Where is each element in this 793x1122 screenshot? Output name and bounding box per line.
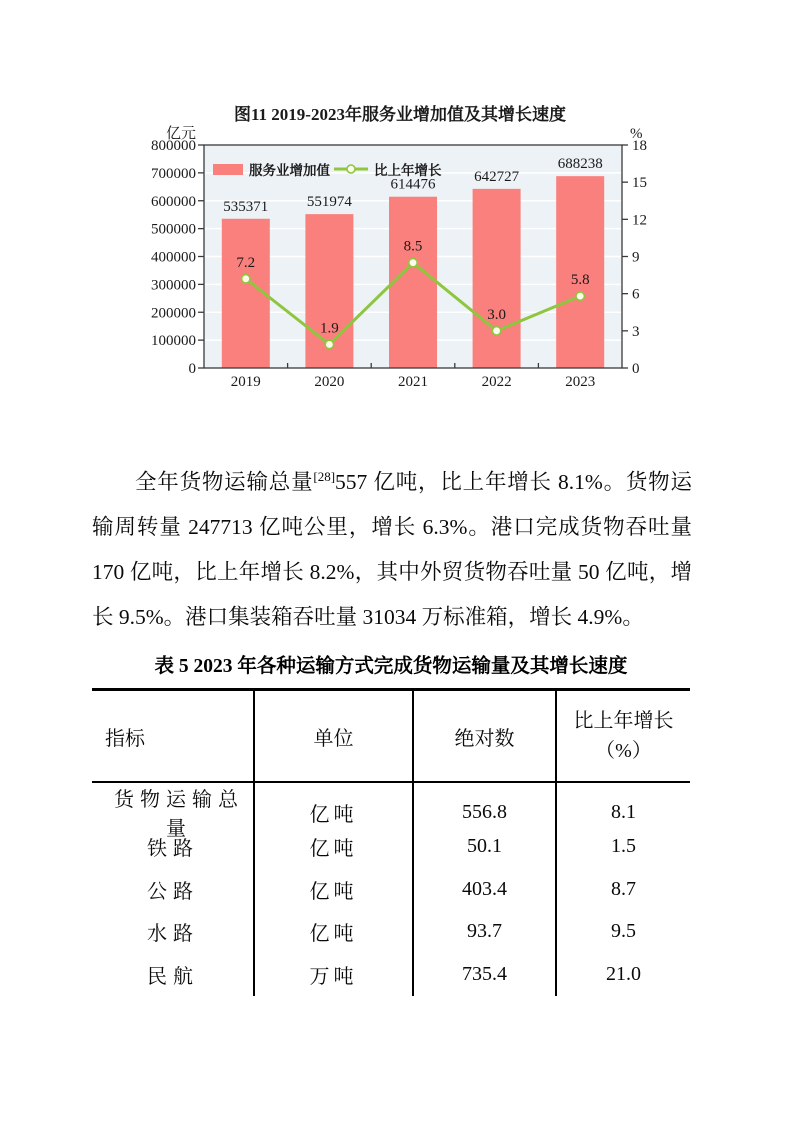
table-row xyxy=(92,953,690,996)
cell-absolute-value: 556.8 xyxy=(414,783,557,841)
table-header-row xyxy=(92,688,690,783)
line-value-label: 7.2 xyxy=(236,254,256,271)
right-axis-tick-label: 3 xyxy=(632,323,640,340)
chart-title: 图11 2019-2023年服务业增加值及其增长速度 xyxy=(234,105,566,124)
left-axis-tick-label: 600000 xyxy=(151,193,196,210)
figure-11-chart xyxy=(128,102,673,394)
right-axis-tick-label: 12 xyxy=(632,212,647,229)
left-axis-tick-label: 300000 xyxy=(151,277,196,294)
line-value-label: 3.0 xyxy=(487,306,506,323)
table-row xyxy=(92,911,690,954)
x-axis-category-label: 2021 xyxy=(398,374,428,390)
header-growth-line2: （%） xyxy=(595,740,652,762)
left-axis-tick-label: 700000 xyxy=(151,165,196,182)
left-axis-tick-label: 800000 xyxy=(151,138,196,154)
legend-bar-swatch xyxy=(213,164,243,175)
right-axis-tick-label: 6 xyxy=(632,286,640,303)
cell-indicator: 货物运输总量 xyxy=(92,783,255,841)
table-row xyxy=(92,826,690,869)
line-marker xyxy=(242,275,250,283)
cell-absolute-value: 735.4 xyxy=(414,953,557,996)
left-axis-tick-label: 0 xyxy=(188,361,196,377)
line-value-label: 1.9 xyxy=(320,320,339,337)
paragraph-lead: 全年货物运输总量 xyxy=(135,469,314,494)
chart-canvas xyxy=(128,102,673,394)
cell-unit: 亿吨 xyxy=(255,911,414,954)
right-axis-tick-label: 15 xyxy=(632,175,647,192)
cell-unit: 亿吨 xyxy=(255,783,414,841)
legend-line-label: 比上年增长 xyxy=(374,163,442,178)
cell-growth: 1.5 xyxy=(611,835,636,858)
legend-line-marker xyxy=(347,165,355,173)
header-absolute-value: 绝对数 xyxy=(414,691,557,781)
x-axis-category-label: 2023 xyxy=(565,374,596,390)
bar-value-label: 551974 xyxy=(306,194,352,211)
cell-growth: 21.0 xyxy=(606,962,641,985)
line-marker xyxy=(492,327,500,335)
x-axis-category-label: 2020 xyxy=(314,374,345,390)
table-5-title: 表 5 2023 年各种运输方式完成货物运输量及其增长速度 xyxy=(154,656,628,677)
right-axis-unit-label: % xyxy=(630,126,643,142)
chart-bar xyxy=(473,189,521,368)
cell-absolute-value: 93.7 xyxy=(414,911,557,954)
body-paragraph xyxy=(92,460,692,640)
cell-growth: 9.5 xyxy=(611,920,636,943)
cell-growth: 8.1 xyxy=(611,800,636,823)
cell-indicator: 公路 xyxy=(92,868,255,911)
cell-growth: 8.7 xyxy=(611,877,636,900)
table-5 xyxy=(92,688,690,996)
bar-value-label: 535371 xyxy=(223,198,269,215)
right-axis-tick-label: 9 xyxy=(632,249,640,266)
header-growth-line1: 比上年增长 xyxy=(573,710,674,732)
footnote-reference[interactable]: [28] xyxy=(313,468,336,484)
bar-value-label: 614476 xyxy=(390,176,436,193)
left-axis-tick-label: 200000 xyxy=(151,305,196,322)
table-row xyxy=(92,783,690,840)
left-axis-unit-label: 亿元 xyxy=(165,126,196,142)
cell-absolute-value: 403.4 xyxy=(414,868,557,911)
line-value-label: 5.8 xyxy=(570,272,590,289)
legend-bar-label: 服务业增加值 xyxy=(249,163,330,178)
table-body xyxy=(92,783,690,996)
header-unit: 单位 xyxy=(255,691,414,781)
cell-unit: 万吨 xyxy=(255,953,414,996)
bar-value-label: 642727 xyxy=(474,168,520,185)
right-axis-tick-label: 18 xyxy=(632,138,647,154)
line-marker xyxy=(409,258,417,266)
chart-bar xyxy=(389,197,437,368)
line-value-label: 8.5 xyxy=(403,238,423,255)
cell-unit: 亿吨 xyxy=(255,826,414,869)
line-marker xyxy=(576,292,584,300)
cell-indicator: 铁路 xyxy=(92,826,255,869)
left-axis-tick-label: 100000 xyxy=(151,333,196,350)
cell-unit: 亿吨 xyxy=(255,868,414,911)
right-axis-tick-label: 0 xyxy=(632,361,640,377)
x-axis-category-label: 2022 xyxy=(481,374,512,390)
header-indicator: 指标 xyxy=(92,691,255,781)
cell-indicator: 民航 xyxy=(92,953,255,996)
left-axis-tick-label: 500000 xyxy=(151,221,196,238)
paragraph-body: 557 亿吨，比上年增长 8.1%。货物运输周转量 247713 亿吨公里，增长 6.3%。港口完成货物吞吐量 170 亿吨，比上年增长 8.2%，其中外贸货物吞吐量 50 亿吨，增长 9.5%。港口集装箱吞吐量 31034 万标准箱，增长 4.9%。 xyxy=(92,469,692,629)
bar-value-label: 688238 xyxy=(557,156,603,173)
x-axis-category-label: 2019 xyxy=(230,374,261,390)
line-marker xyxy=(325,340,333,348)
header-growth xyxy=(557,691,690,781)
table-row xyxy=(92,868,690,911)
cell-absolute-value: 50.1 xyxy=(414,826,557,869)
left-axis-tick-label: 400000 xyxy=(151,249,196,266)
cell-indicator: 水路 xyxy=(92,911,255,954)
